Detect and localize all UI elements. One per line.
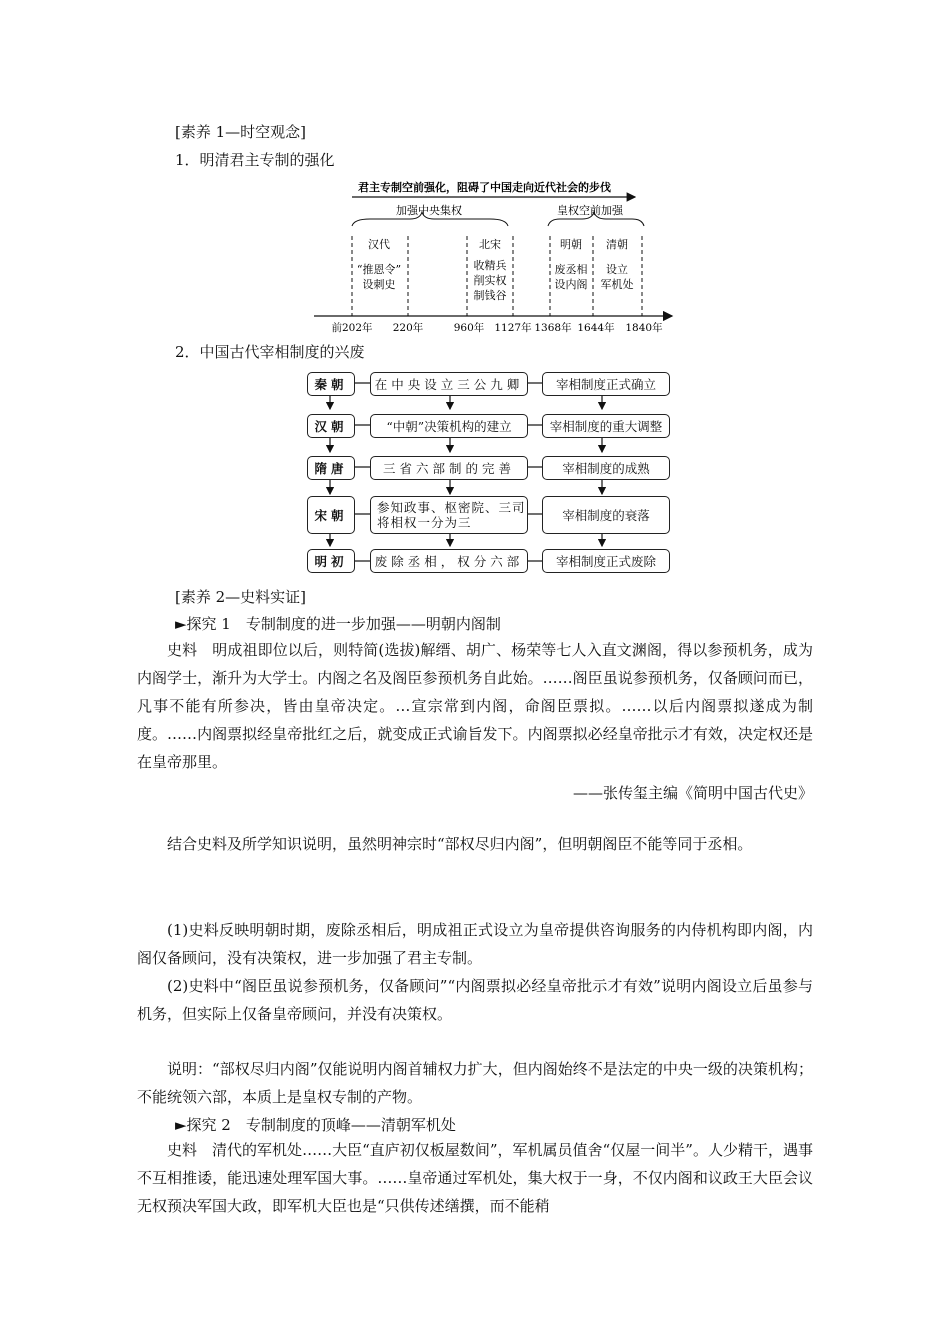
- question-text: 结合史料及所学知识说明，虽然明神宗时“部权尽归内阁”，但明朝阁臣不能等同于丞相。: [167, 835, 753, 853]
- explore2-source: 史料 清代的军机处……大臣“直庐初仅板屋数间”，军机属员值舍“仅屋一间半”。人少精干，遇事不互相推诿，能迅速处理军国大事。……皇帝通过军机处，集大权于一身，不仅内阁和议政王大臣会议无权预决军国大政，即军机大臣也是“只供传述缮撰，而不能稍: [137, 1141, 813, 1215]
- flow-mid-qin: 在中央设立三公九卿: [370, 372, 528, 396]
- flow-right-qin: 宰相制度正式确立: [542, 372, 670, 396]
- period-han-name: 汉代: [368, 238, 390, 251]
- tick-label: 1840年: [625, 322, 663, 334]
- flow-right-suitang: 宰相制度的成熟: [542, 456, 670, 480]
- flow-era-suitang: 隋唐: [307, 456, 355, 480]
- period-song-l1: 收精兵: [473, 259, 507, 272]
- tick-label: 960年: [453, 322, 485, 334]
- flow-era-qin: 秦朝: [307, 372, 355, 396]
- flow-right-mingchu: 宰相制度正式废除: [542, 549, 670, 573]
- flow-right-song: 宰相制度的衰落: [542, 496, 670, 534]
- tick-label: 1644年: [577, 322, 615, 334]
- period-song-name: 北宋: [479, 238, 501, 251]
- timeline-diagram: [310, 178, 680, 336]
- flow-era-song: 宋朝: [307, 496, 355, 534]
- period-ming-name: 明朝: [560, 238, 582, 251]
- flow-mid-han: “中朝”决策机构的建立: [370, 414, 528, 438]
- flow-mid-suitang: 三省六部制的完善: [370, 456, 528, 480]
- tick-label: 前202年: [331, 322, 373, 334]
- flow-mid-mingchu: 废除丞相，权分六部: [370, 549, 528, 573]
- section2-heading: [素养 2—史料实证]: [175, 588, 307, 606]
- item1-title: 1．明清君主专制的强化: [175, 151, 335, 169]
- tick-label: 1368年: [534, 322, 572, 334]
- timeline-top-text: 君主专制空前强化，阻碍了中国走向近代社会的步伐: [358, 181, 611, 194]
- period-qing-l1: 设立: [606, 263, 628, 276]
- section1-heading: [素养 1—时空观念]: [175, 123, 307, 141]
- explore1-title: ►探究 1 专制制度的进一步加强——明朝内阁制: [175, 615, 501, 633]
- period-qing-name: 清朝: [606, 238, 628, 251]
- explore2-title: ►探究 2 专制制度的顶峰——清朝军机处: [175, 1116, 456, 1134]
- period-song-l3: 制钱谷: [473, 289, 507, 302]
- tick-label: 1127年: [494, 322, 532, 334]
- flow-era-mingchu: 明初: [307, 549, 355, 573]
- period-ming-l1: 废丞相: [554, 263, 588, 276]
- period-han-l2: 设刺史: [362, 278, 396, 291]
- explore1-citation: ——张传玺主编《简明中国古代史》: [572, 784, 813, 802]
- item2-title: 2．中国古代宰相制度的兴废: [175, 343, 365, 361]
- answer-2: (2)史料中“阁臣虽说参预机务，仅备顾问”“内阁票拟必经皇帝批示才有效”说明内阁设立后虽参与机务，但实际上仅备皇帝顾问，并没有决策权。: [137, 977, 813, 1023]
- flow-right-han: 宰相制度的重大调整: [542, 414, 670, 438]
- tick-label: 220年: [392, 322, 424, 334]
- explanation-text: 说明：“部权尽归内阁”仅能说明内阁首辅权力扩大，但内阁始终不是法定的中央一级的决策机构；不能统领六部，本质上是皇权专制的产物。: [137, 1060, 813, 1106]
- period-ming-l2: 设内阁: [554, 278, 588, 291]
- flow-mid-song: 参知政事、枢密院、三司 将相权一分为三: [370, 496, 528, 534]
- period-han-l1: “推恩令”: [356, 263, 402, 276]
- period-song-l2: 削实权: [473, 274, 507, 287]
- period-qing-l2: 军机处: [600, 278, 634, 291]
- flow-era-han: 汉朝: [307, 414, 355, 438]
- left-brace-label: 加强中央集权: [396, 204, 462, 217]
- explore1-source: 史料 明成祖即位以后，则特简(选拔)解缙、胡广、杨荣等七人入直文渊阁，得以参预机务，成为内阁学士，渐升为大学士。内阁之名及阁臣参预机务自此始。……阁臣虽说参预机务，仅备顾问而已，凡事不能有所参决，皆由皇帝决定。…宣宗常到内阁，命阁臣票拟。……以后内阁票拟遂成为制度。……内阁票拟经皇帝批红之后，就变成正式谕旨发下。内阁票拟必经皇帝批示才有效，决定权还是在皇帝那里。: [137, 641, 813, 771]
- right-brace-label: 皇权空前加强: [557, 204, 623, 217]
- answer-1: (1)史料反映明朝时期，废除丞相后，明成祖正式设立为皇帝提供咨询服务的内侍机构即内阁，内阁仅备顾问，没有决策权，进一步加强了君主专制。: [137, 921, 813, 967]
